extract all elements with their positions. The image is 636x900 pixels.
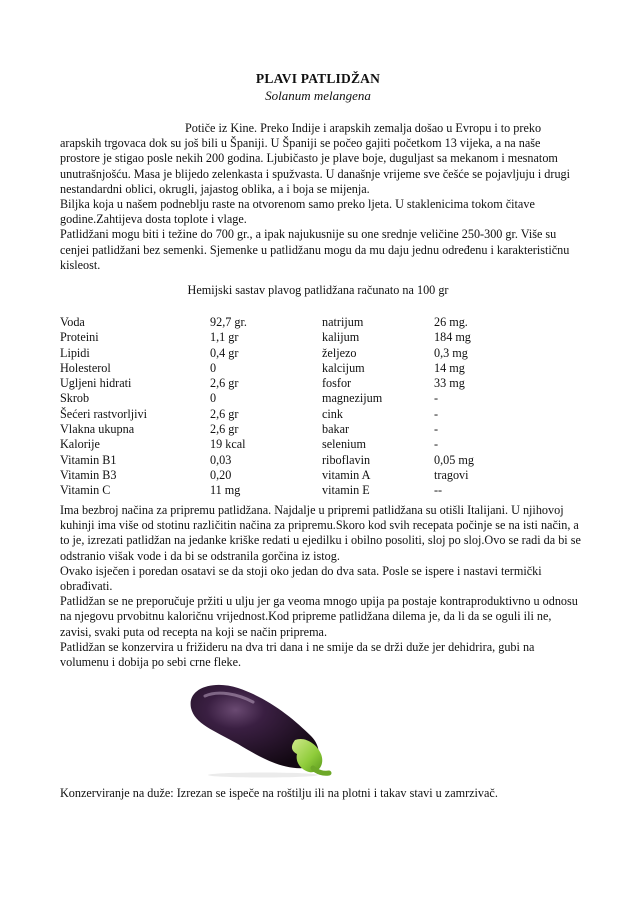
nutrient-name: Kalorije xyxy=(60,437,100,452)
nutrition-row xyxy=(60,315,554,330)
mineral-name: vitamin A xyxy=(322,467,371,482)
mineral-name: vitamin E xyxy=(322,483,370,498)
nutrient-name: Vitamin B3 xyxy=(60,467,117,482)
eggplant-stem xyxy=(313,768,329,773)
mineral-amount: tragovi xyxy=(434,467,469,482)
nutrition-row xyxy=(60,453,554,468)
mineral-amount: 33 mg xyxy=(434,376,465,391)
nutrient-amount: 1,1 gr xyxy=(210,330,239,345)
table-caption: Hemijski sastav plavog patlidžana računato na 100 gr xyxy=(187,283,449,297)
nutrient-amount: 0 xyxy=(210,391,217,406)
eggplant-image xyxy=(183,678,343,778)
intro-section xyxy=(60,121,580,273)
nutrient-amount: 92,7 gr. xyxy=(210,315,247,329)
preparation-paragraph-storage: Patlidžan se konzervira u frižideru na dva tri dana i ne smije da se drži duže jer dehidrira, gubi na volumenu i dobija po sebi crne fleke. xyxy=(60,639,535,670)
nutrient-name: Vitamin B1 xyxy=(60,452,117,467)
mineral-amount: 184 mg xyxy=(434,330,471,345)
nutrition-row xyxy=(60,407,554,422)
nutrient-name: Skrob xyxy=(60,391,90,406)
mineral-amount: - xyxy=(434,406,439,421)
eggplant-shadow xyxy=(208,773,318,778)
mineral-name: željezo xyxy=(322,345,357,360)
mineral-name: kalijum xyxy=(322,330,360,345)
nutrient-amount: 0,4 gr xyxy=(210,345,239,360)
nutrient-name: Proteini xyxy=(60,330,99,345)
mineral-name: riboflavin xyxy=(322,452,371,467)
nutrient-name: Lipidi xyxy=(60,345,90,360)
nutrition-row xyxy=(60,330,554,345)
mineral-amount: 0,05 mg xyxy=(434,452,474,467)
nutrition-row xyxy=(60,468,554,483)
nutrient-name: Vitamin C xyxy=(60,483,111,498)
nutrient-amount: 19 kcal xyxy=(210,437,246,452)
mineral-name: fosfor xyxy=(322,376,352,391)
footer-note: Konzerviranje na duže: Izrezan se ispeče na roštilju ili na plotni i takav stavi u zamrzivač. xyxy=(60,786,498,800)
preparation-paragraph-frying: Patlidžan se ne preporučuje pržiti u ulju jer ga veoma mnogo upija pa postaje kontraproduktivno u odnosu na njegovu prvobitnu kaloričnu vrijednost.Kod pripreme patlidžana dilema je, da li da se oguli ili ne, zavisi, svaki puta od recepta na koji se način priprema. xyxy=(60,594,578,639)
preparation-paragraph-methods: Ima bezbroj načina za pripremu patlidžana. Najdalje u pripremi patlidžana su otišli Italijani. U njihovoj kuhinji ima više od stotinu različitin načina za pripremu.Skoro kod svih recepata počinje se na isti način, a to je, izrezati patlidžan na jedanke kriške redati u ejedilku i obilno posoliti, sloj po sloj.Ovo se radi da bi se odstranio višak vode i da bi se odstranila gorčina iz istog. xyxy=(60,503,581,563)
nutrient-amount: 2,6 gr xyxy=(210,376,239,391)
mineral-name: bakar xyxy=(322,422,350,437)
mineral-amount: -- xyxy=(434,483,443,498)
mineral-amount: 14 mg xyxy=(434,360,465,375)
nutrition-row xyxy=(60,437,554,452)
nutrient-amount: 2,6 gr xyxy=(210,406,239,421)
mineral-amount: 0,3 mg xyxy=(434,345,468,360)
mineral-amount: 26 mg. xyxy=(434,315,468,329)
nutrition-row xyxy=(60,422,554,437)
intro-paragraph-origin: Potiče iz Kine. Preko Indije i arapskih zemalja došao u Evropu i to preko arapskih trgovaca dok su još bili u Španiji. U Španiji se počeo gajiti početkom 13 vijeka, a na naše prostore je stigao posle nekih 200 godina. Ljubičasto je plave boje, duguljast sa mekanom i mesnatom unutrašnjošću. Masa je blijedo zelenkasta i spužvasta. U današnje vrijeme sve češće se pojavljuju i drugi nestandardni oblici, okrugli, jajastog oblika, a i boja se mijenja. xyxy=(60,121,571,196)
document-title: PLAVI PATLIDŽAN xyxy=(255,71,381,86)
preparation-section xyxy=(60,503,585,670)
intro-paragraph-weight: Patlidžani mogu biti i težine do 700 gr., a ipak najukusnije su one srednje veličine 250-300 gr. Više su cenjei patlidžani bez semenki. Sjemenke u patlidžanu mogu da mu daju jednu određenu i karakterističnu kisleost. xyxy=(60,227,570,272)
nutrition-row xyxy=(60,361,554,376)
mineral-amount: - xyxy=(434,391,439,406)
mineral-name: selenium xyxy=(322,437,367,452)
nutrient-amount: 0,20 xyxy=(210,467,232,482)
nutrient-name: Ugljeni hidrati xyxy=(60,376,132,391)
nutrition-row xyxy=(60,483,554,498)
nutrient-name: Holesterol xyxy=(60,360,111,375)
nutrient-name: Šećeri rastvorljivi xyxy=(60,406,147,421)
scientific-name: Solanum melangena xyxy=(265,88,371,103)
nutrient-name: Voda xyxy=(60,315,85,329)
nutrient-amount: 2,6 gr xyxy=(210,422,239,437)
nutrition-table xyxy=(60,315,554,499)
mineral-name: natrijum xyxy=(322,315,364,329)
nutrient-name: Vlakna ukupna xyxy=(60,422,135,437)
preparation-paragraph-resting: Ovako isječen i poredan osatavi se da stoji oko jedan do dva sata. Posle se ispere i nastavi termički obrađivati. xyxy=(60,563,542,594)
nutrient-amount: 0,03 xyxy=(210,452,232,467)
nutrient-amount: 11 mg xyxy=(210,483,241,498)
intro-paragraph-growing: Biljka koja u našem podneblju raste na otvorenom samo preko ljeta. U staklenicima tokom čitave godine.Zahtijeva dosta toplote i vlage. xyxy=(60,197,535,227)
nutrition-row xyxy=(60,391,554,406)
nutrient-amount: 0 xyxy=(210,360,217,375)
mineral-name: cink xyxy=(322,406,343,421)
nutrition-row xyxy=(60,346,554,361)
mineral-amount: - xyxy=(434,437,439,452)
mineral-amount: - xyxy=(434,422,439,437)
mineral-name: kalcijum xyxy=(322,360,365,375)
nutrition-row xyxy=(60,376,554,391)
mineral-name: magnezijum xyxy=(322,391,383,406)
